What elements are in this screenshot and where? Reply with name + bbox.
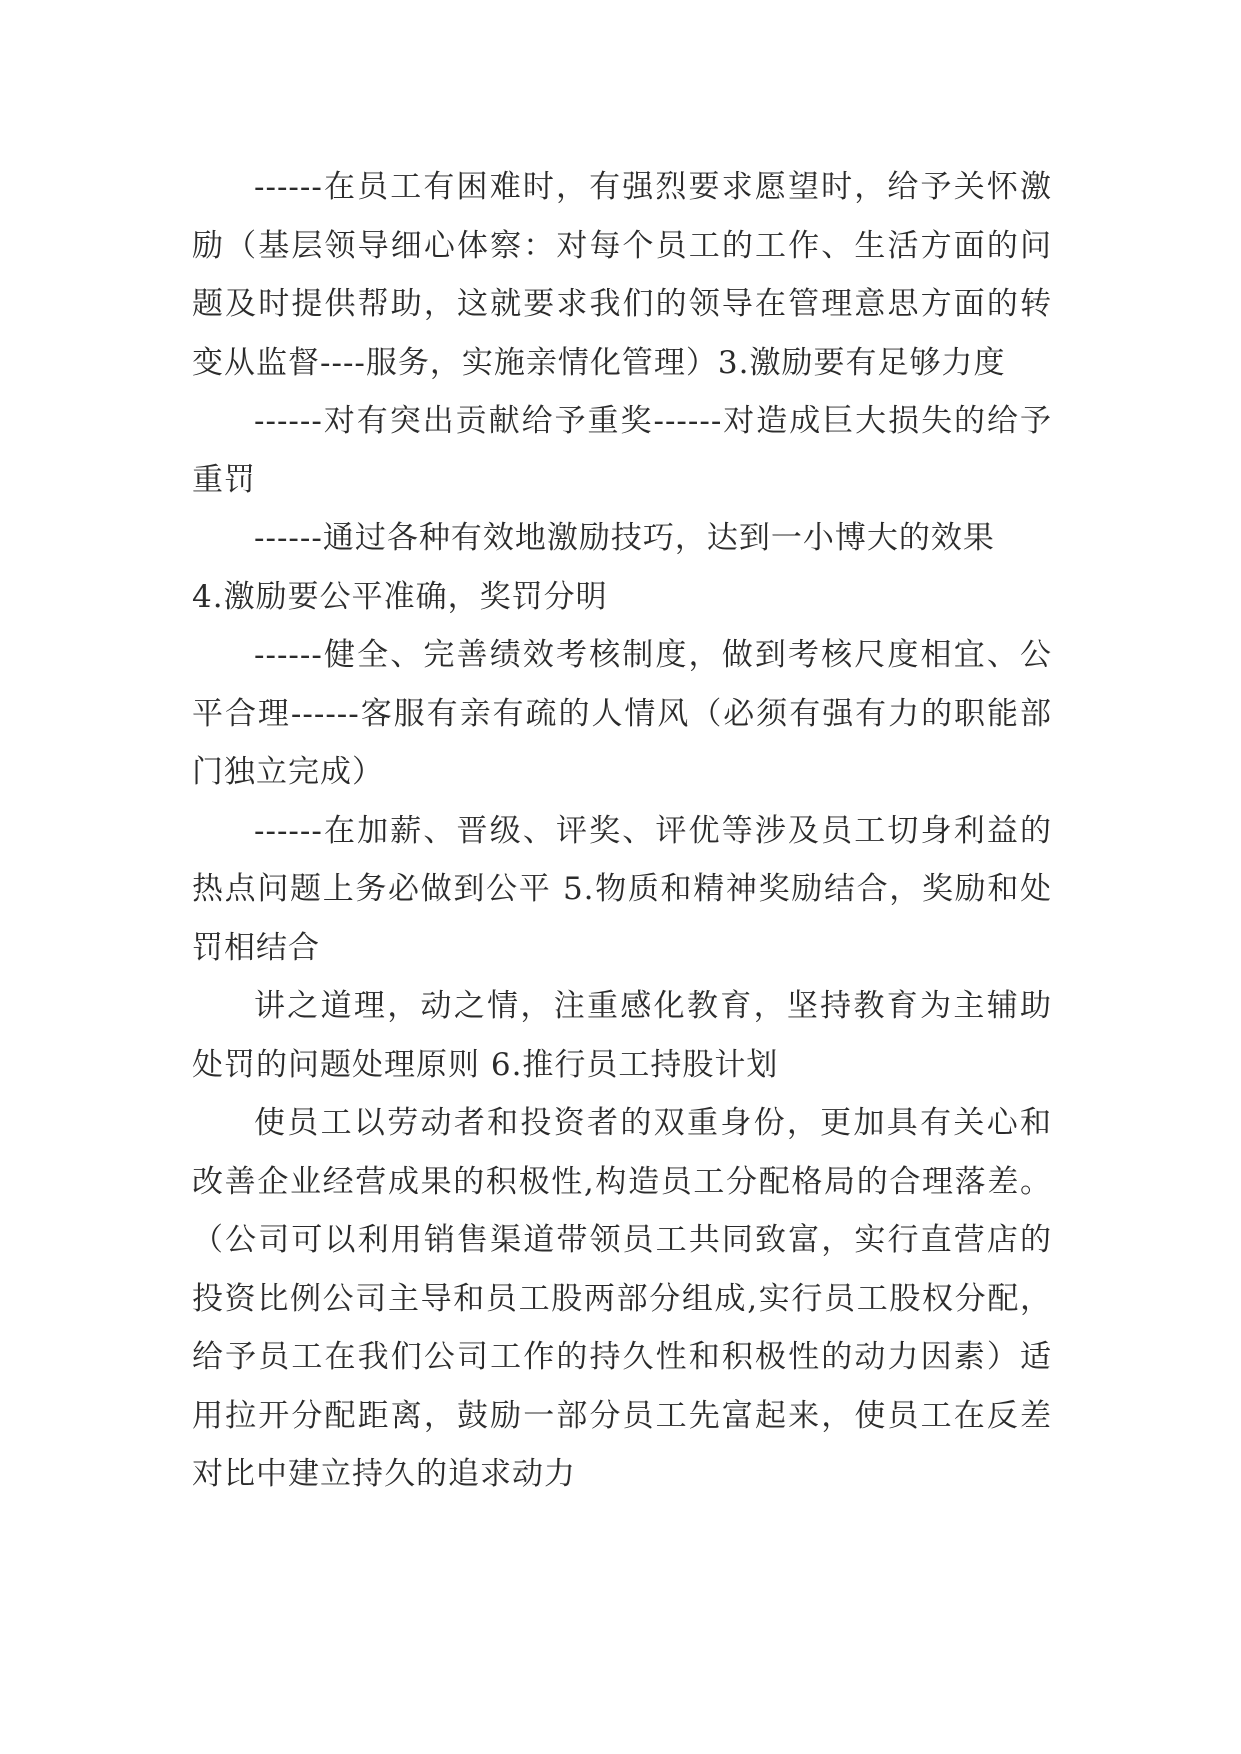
- paragraph-reward-penalty: ------对有突出贡献给予重奖------对造成巨大损失的给予重罚: [192, 403, 1052, 498]
- paragraph-performance-system: ------健全、完善绩效考核制度，做到考核尺度相宜、公平合理------客服有亲有疏的人情风（必须有强有力的职能部门独立完成）: [192, 637, 1052, 790]
- paragraph-care-incentive: ------在员工有困难时，有强烈要求愿望时，给予关怀激励（基层领导细心体察：对每个员工的工作、生活方面的问题及时提供帮助，这就要求我们的领导在管理意思方面的转变从监督----服务，实施亲情化管理）3.激励要有足够力度: [192, 169, 1052, 381]
- paragraph-fairness-hotspots: ------在加薪、晋级、评奖、评优等涉及员工切身利益的热点问题上务必做到公平 5.物质和精神奖励结合，奖励和处罚相结合: [192, 812, 1052, 966]
- paragraph-education-principle: 讲之道理，动之情，注重感化教育，坚持教育为主辅助处罚的问题处理原则 6.推行员工持股计划: [192, 988, 1052, 1083]
- paragraph-incentive-techniques: ------通过各种有效地激励技巧，达到一小博大的效果: [254, 520, 995, 556]
- document-body: [192, 158, 1052, 1504]
- paragraph-fairness-heading: 4.激励要公平准确，奖罚分明: [192, 578, 608, 615]
- paragraph-employee-shareholding: 使员工以劳动者和投资者的双重身份，更加具有关心和改善企业经营成果的积极性,构造员工分配格局的合理落差。（公司可以利用销售渠道带领员工共同致富，实行直营店的投资比例公司主导和员工股两部分组成,实行员工股权分配，给予员工在我们公司工作的持久性和积极性的动力因素）适用拉开分配距离，鼓励一部分员工先富起来，使员工在反差对比中建立持久的追求动力: [192, 1105, 1052, 1492]
